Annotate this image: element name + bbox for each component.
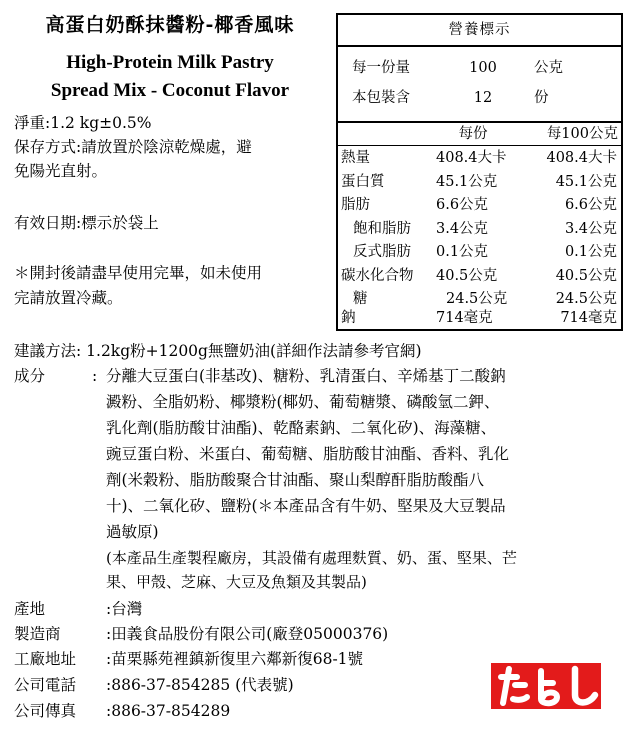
after-open-line2: 完請放置冷藏。 bbox=[14, 289, 123, 307]
nutrient-per-serving: 408.4大卡 bbox=[436, 150, 507, 166]
nutrient-per-serving: 0.1公克 bbox=[436, 244, 489, 260]
nutrition-title: 營養標示 bbox=[338, 15, 621, 47]
pack-label: 本包裝含 bbox=[352, 90, 410, 106]
ingredients-line: 分離大豆蛋白(非基改)、糖粉、乳清蛋白、辛烯基丁二酸鈉 bbox=[106, 367, 506, 385]
product-title-en-line2: Spread Mix - Coconut Flavor bbox=[50, 80, 290, 101]
ingredients-line: 澱粉、全脂奶粉、椰漿粉(椰奶、葡萄糖漿、磷酸氫二鉀、 bbox=[106, 393, 500, 411]
brand-logo-mark bbox=[491, 663, 601, 709]
nutrition-row bbox=[338, 265, 621, 289]
col-per-100g: 每100公克 bbox=[546, 126, 618, 142]
ingredients-line: 劑(米穀粉、脂肪酸聚合甘油酯、聚山梨醇酐脂肪酸酯八 bbox=[106, 471, 485, 489]
product-title-cn: 高蛋白奶酥抹醬粉-椰香風味 bbox=[45, 14, 295, 36]
after-open-line1: ＊開封後請盡早使用完畢，如未使用 bbox=[14, 264, 263, 282]
fax-label: 公司傳真 bbox=[14, 702, 77, 720]
factory-address-label: 工廠地址 bbox=[14, 650, 77, 668]
nutrient-per-100g: 40.5公克 bbox=[555, 267, 617, 284]
storage-line2: 免陽光直射。 bbox=[14, 162, 108, 180]
net-weight: 淨重:1.2 kg±0.5% bbox=[14, 114, 152, 132]
serving-unit: 公克 bbox=[534, 60, 563, 76]
nutrient-per-serving: 6.6公克 bbox=[436, 197, 489, 213]
nutrient-per-100g: 3.4公克 bbox=[564, 220, 617, 237]
pack-unit: 份 bbox=[534, 90, 549, 106]
nutrient-per-serving: 714毫克 bbox=[436, 310, 493, 326]
phone-value: :886-37-854285 (代表號) bbox=[106, 676, 294, 694]
origin-value: :台灣 bbox=[106, 600, 143, 618]
nutrient-name: 蛋白質 bbox=[341, 173, 385, 190]
storage-line1: 保存方式:請放置於陰涼乾燥處，避 bbox=[14, 138, 252, 156]
nutrient-per-100g: 45.1公克 bbox=[555, 173, 617, 190]
nutrient-per-serving: 3.4公克 bbox=[436, 220, 489, 237]
nutrient-per-100g: 0.1公克 bbox=[564, 244, 617, 260]
factory-address-value: :苗栗縣苑裡鎮新復里六鄰新復68-1號 bbox=[106, 650, 364, 668]
fax-value: :886-37-854289 bbox=[106, 702, 231, 720]
nutrition-row bbox=[338, 171, 621, 195]
serving-info bbox=[338, 45, 621, 123]
expiry-date: 有效日期:標示於袋上 bbox=[14, 214, 159, 232]
nutrition-row bbox=[338, 194, 621, 218]
nutrition-row bbox=[338, 241, 621, 265]
nutrient-per-serving: 40.5公克 bbox=[436, 267, 498, 284]
facility-note-line2: 果、甲殼、芝麻、大豆及魚類及其製品) bbox=[106, 573, 367, 591]
facility-note-line1: (本產品生產製程廠房，其設備有處理麩質、奶、蛋、堅果、芒 bbox=[106, 549, 517, 567]
pack-count-row bbox=[338, 83, 621, 113]
ingredients-line: 豌豆蛋白粉、米蛋白、葡萄糖、脂肪酸甘油酯、香料、乳化 bbox=[106, 445, 510, 463]
nutrition-row bbox=[338, 307, 621, 331]
origin-label: 產地 bbox=[14, 600, 46, 618]
usage-instructions: 建議方法: 1.2kg粉+1200g無鹽奶油(詳細作法請參考官網) bbox=[14, 342, 422, 360]
nutrient-per-100g: 408.4大卡 bbox=[546, 150, 617, 166]
ingredients-line: 過敏原) bbox=[106, 523, 159, 541]
manufacturer-label: 製造商 bbox=[14, 625, 61, 643]
col-per-serving: 每份 bbox=[458, 126, 488, 142]
nutrient-name: 反式脂肪 bbox=[353, 244, 411, 260]
nutrient-per-100g: 6.6公克 bbox=[564, 197, 617, 213]
manufacturer-value: :田義食品股份有限公司(廠登05000376) bbox=[106, 625, 389, 643]
nutrient-name: 糖 bbox=[353, 291, 368, 307]
brand-logo bbox=[491, 663, 601, 709]
nutrient-name: 脂肪 bbox=[341, 197, 370, 213]
pack-value: 12 bbox=[473, 90, 493, 106]
nutrient-per-100g: 714毫克 bbox=[560, 310, 617, 326]
ingredients-colon: : bbox=[92, 367, 98, 385]
serving-label: 每一份量 bbox=[352, 60, 410, 76]
nutrition-row bbox=[338, 218, 621, 242]
nutrient-name: 熱量 bbox=[341, 150, 370, 166]
nutrient-name: 鈉 bbox=[341, 310, 356, 326]
ingredients-line: 乳化劑(脂肪酸甘油酯)、乾酪素鈉、二氧化矽)、海藻糖、 bbox=[106, 419, 497, 437]
nutrient-name: 碳水化合物 bbox=[341, 267, 414, 284]
nutrient-per-serving: 45.1公克 bbox=[436, 173, 498, 190]
product-title-en-line1: High-Protein Milk Pastry bbox=[66, 52, 274, 73]
ingredients-label: 成分 bbox=[14, 367, 46, 385]
nutrient-name: 飽和脂肪 bbox=[353, 220, 411, 237]
nutrient-per-100g: 24.5公克 bbox=[555, 291, 617, 307]
serving-size-row bbox=[338, 53, 621, 83]
nutrition-facts-table bbox=[336, 13, 623, 331]
nutrient-per-serving: 24.5公克 bbox=[446, 291, 508, 307]
nutrition-row bbox=[338, 147, 621, 171]
nutrition-column-header bbox=[338, 123, 621, 146]
phone-label: 公司電話 bbox=[14, 676, 77, 694]
ingredients-line: 十)、二氧化矽、鹽粉(＊本產品含有牛奶、堅果及大豆製品 bbox=[106, 497, 506, 515]
serving-value: 100 bbox=[469, 60, 497, 76]
